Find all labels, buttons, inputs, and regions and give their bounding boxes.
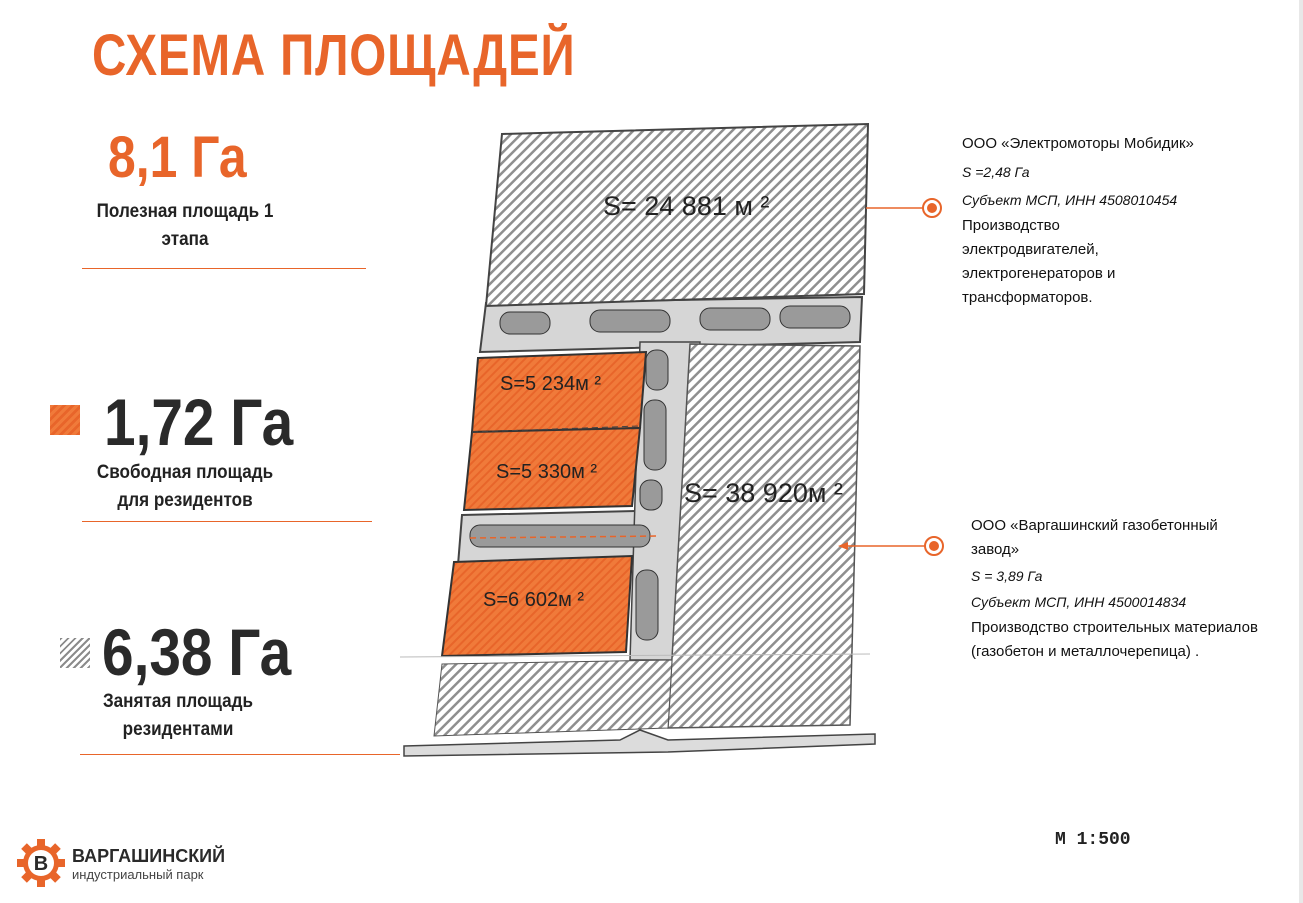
resident-gas-concrete-name-line2: завод» [971,541,1020,558]
page-title: СХЕМА ПЛОЩАДЕЙ [92,23,576,88]
occupied-area-label-line1: Занятая площадь [102,691,254,712]
scale-label: М 1:500 [1055,830,1131,850]
free-area-label-line2: для резидентов [117,490,253,511]
useful-area-label-line2: этапа [161,229,209,250]
logo-subtitle: индустриальный парк [72,867,204,882]
resident-gas-concrete-inn: Субъект МСП, ИНН 4500014834 [971,594,1187,610]
useful-area-label-line1: Полезная площадь 1 [96,201,274,222]
plot-bottom-occupied [434,660,672,736]
occupied-area-label-line2: резидентами [122,719,234,740]
marker-electromotors-dot [927,203,937,213]
resident-electromotors-inn: Субъект МСП, ИНН 4508010454 [962,192,1178,208]
occupied-area-value: 6,38 Га [102,615,292,689]
resident-electromotors-area: S =2,48 Га [962,164,1030,180]
resident-gas-concrete-info [971,514,1291,664]
resident-electromotors-info [962,132,1282,310]
logo-letter: В [33,853,49,875]
plot-gas-concrete[interactable] [668,344,860,728]
plot-free-1-area-label: S=5 234м ² [500,373,602,395]
resident-gas-concrete-area: S = 3,89 Га [971,568,1043,584]
resident-gas-concrete-desc-line1: Производство строительных материалов [971,619,1258,636]
free-area-label-line1: Свободная площадь [96,462,274,483]
resident-electromotors-desc-line3: электрогенераторов и [962,265,1116,282]
plot-free-2-area-label: S=5 330м ² [496,461,598,483]
free-area-value: 1,72 Га [104,385,294,459]
resident-electromotors-desc [962,214,1282,310]
plot-right-area-label: S= 38 920м ² [684,478,843,508]
resident-electromotors-desc-line4: трансформаторов. [962,289,1093,306]
resident-gas-concrete-desc-line2: (газобетон и металлочерепица) . [971,643,1200,660]
resident-electromotors-name: ООО «Электромоторы Мобидик» [962,135,1194,152]
resident-electromotors-desc-line2: электродвигателей, [962,241,1099,258]
resident-gas-concrete-name-line1: ООО «Варгашинский газобетонный [971,517,1218,534]
plot-top-area-label: S= 24 881 м ² [603,191,770,221]
logo-name: ВАРГАШИНСКИЙ [72,846,226,866]
logo-gear-icon [16,838,66,888]
plot-free-3-area-label: S=6 602м ² [483,589,585,611]
marker-gas-concrete-dot [929,541,939,551]
useful-area-value: 8,1 Га [108,125,247,190]
resident-electromotors-desc-line1: Производство [962,217,1060,234]
